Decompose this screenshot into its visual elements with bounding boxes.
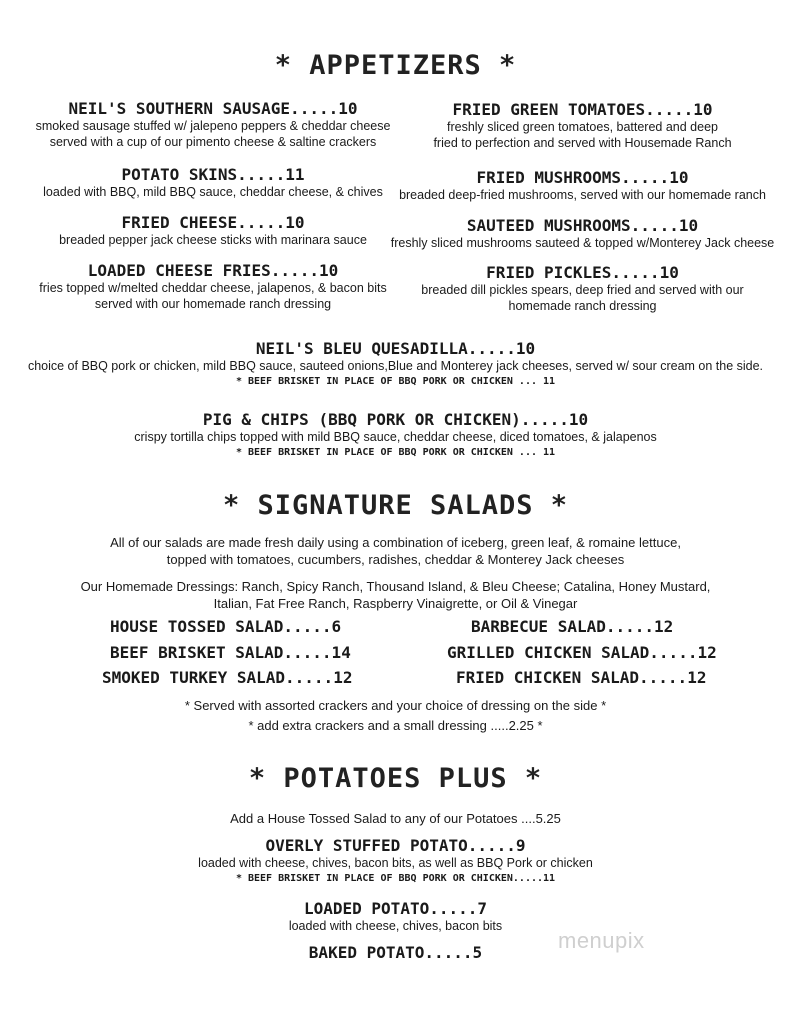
item-desc: fries topped w/melted cheddar cheese, jalapenos, & bacon bits [39, 281, 387, 295]
item-desc: freshly sliced green tomatoes, battered and deep [446, 120, 718, 134]
item-name: SAUTEED MUSHROOMS.....10 [466, 216, 699, 235]
item-name: FRIED CHEESE.....10 [121, 213, 305, 232]
item-desc: loaded with cheese, chives, bacon bits [288, 919, 503, 933]
salads-footer: * add extra crackers and a small dressing .....2.25 * [248, 718, 543, 733]
potato-item [0, 899, 791, 934]
potato-item [0, 836, 791, 886]
watermark: menupix [558, 928, 645, 953]
item-name: BAKED POTATO.....5 [308, 943, 483, 962]
item-note: * BEEF BRISKET IN PLACE OF BBQ PORK OR CHICKEN ... 11 [235, 447, 556, 458]
salads-dressings: Our Homemade Dressings: Ranch, Spicy Ranch, Thousand Island, & Bleu Cheese; Catalina, Honey Mustard, [80, 579, 711, 594]
item-desc: breaded pepper jack cheese sticks with marinara sauce [59, 233, 367, 247]
appetizer-item [385, 100, 780, 151]
appetizer-item [385, 263, 780, 314]
item-desc: fried to perfection and served with Housemade Ranch [433, 136, 732, 150]
appetizers-title: * APPETIZERS * [274, 50, 517, 81]
appetizer-item [385, 216, 780, 251]
potatoes-title: * POTATOES PLUS * [248, 763, 543, 794]
appetizer-item [18, 99, 408, 150]
item-desc: freshly sliced mushrooms sauteed & topped w/Monterey Jack cheese [390, 236, 775, 250]
item-desc: loaded with cheese, chives, bacon bits, as well as BBQ Pork or chicken [198, 856, 593, 870]
salad-item: BEEF BRISKET SALAD.....14 [110, 643, 351, 662]
potatoes-intro: Add a House Tossed Salad to any of our Potatoes ....5.25 [230, 811, 561, 826]
item-name: LOADED CHEESE FRIES.....10 [87, 261, 339, 280]
appetizer-item [18, 165, 408, 200]
quesadilla-item [0, 339, 791, 389]
item-name: FRIED GREEN TOMATOES.....10 [452, 100, 713, 119]
item-desc: served with a cup of our pimento cheese & saltine crackers [49, 135, 377, 149]
item-name: FRIED PICKLES.....10 [486, 263, 679, 282]
potato-item [0, 943, 791, 962]
item-name: OVERLY STUFFED POTATO.....9 [265, 836, 526, 855]
salad-item: GRILLED CHICKEN SALAD.....12 [447, 643, 717, 662]
appetizer-item [18, 261, 408, 312]
salad-item: FRIED CHICKEN SALAD.....12 [456, 668, 707, 687]
item-desc: loaded with BBQ, mild BBQ sauce, cheddar cheese, & chives [43, 185, 383, 199]
item-desc: homemade ranch dressing [508, 299, 657, 313]
item-name: NEIL'S BLEU QUESADILLA.....10 [255, 339, 536, 358]
item-desc: breaded dill pickles spears, deep fried and served with our [421, 283, 744, 297]
salad-item: SMOKED TURKEY SALAD.....12 [102, 668, 353, 687]
item-desc: smoked sausage stuffed w/ jalepeno peppers & cheddar cheese [35, 119, 391, 133]
salads-intro: All of our salads are made fresh daily using a combination of iceberg, green leaf, & romaine lettuce, [110, 535, 681, 550]
salads-intro: topped with tomatoes, cucumbers, radishes, cheddar & Monterey Jack cheeses [166, 552, 625, 567]
item-note: * BEEF BRISKET IN PLACE OF BBQ PORK OR CHICKEN.....11 [235, 873, 556, 884]
item-name: POTATO SKINS.....11 [121, 165, 305, 184]
salad-item: BARBECUE SALAD.....12 [471, 617, 674, 636]
item-name: FRIED MUSHROOMS.....10 [476, 168, 689, 187]
salad-item: HOUSE TOSSED SALAD.....6 [110, 617, 342, 636]
appetizer-item [18, 213, 408, 248]
salads-title: * SIGNATURE SALADS * [222, 490, 569, 521]
item-desc: breaded deep-fried mushrooms, served with our homemade ranch [399, 188, 766, 202]
item-name: PIG & CHIPS (BBQ PORK OR CHICKEN).....10 [202, 410, 589, 429]
item-desc: crispy tortilla chips topped with mild BBQ sauce, cheddar cheese, diced tomatoes, & jalapenos [134, 430, 657, 444]
item-note: * BEEF BRISKET IN PLACE OF BBQ PORK OR CHICKEN ... 11 [235, 376, 556, 387]
item-desc: choice of BBQ pork or chicken, mild BBQ sauce, sauteed onions,Blue and Monterey jack cheeses, served w/ sour cream on the side. [27, 359, 764, 373]
pig-chips-item [0, 410, 791, 460]
salads-footer: * Served with assorted crackers and your choice of dressing on the side * [184, 698, 607, 713]
item-desc: served with our homemade ranch dressing [94, 297, 332, 311]
item-name: NEIL'S SOUTHERN SAUSAGE.....10 [68, 99, 358, 118]
appetizer-item [385, 168, 780, 203]
item-name: LOADED POTATO.....7 [303, 899, 488, 918]
salads-dressings: Italian, Fat Free Ranch, Raspberry Vinaigrette, or Oil & Vinegar [213, 596, 578, 611]
